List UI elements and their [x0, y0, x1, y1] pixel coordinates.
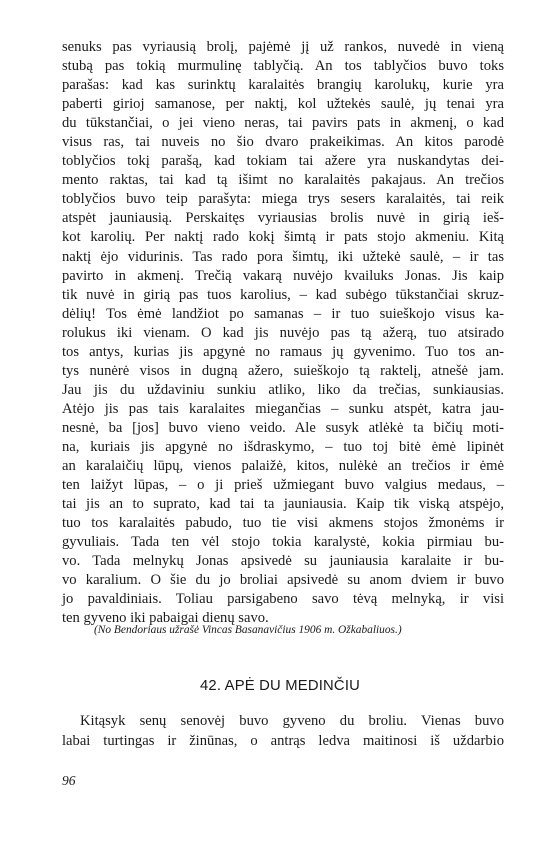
- text-line: rolukus iki vienam. O kad jis nuvėjo pas tą ažerą, tuo atsirado: [62, 324, 504, 341]
- text-line: ten gyveno iki pabaigai dienų savo.: [62, 610, 269, 627]
- text-line: an karalaičių lūpų, vienos palaižė, kitos, nulėkė an trečios ir ėmė: [62, 458, 504, 475]
- section-text: [62, 711, 504, 751]
- text-line: gyvuliais. Tada ten vėl stojo tokia karalystė, kokia pirmiau bu-: [62, 534, 504, 551]
- text-line: mento raktas, tai kad tą išimt no karalaitės pakajaus. An trečios: [62, 172, 504, 189]
- text-line: Jau jis du uždaviniu sunkiu atliko, liko da trečias, sunkiausias.: [62, 381, 504, 398]
- text-line: na, kuriais jis apgynė no išdraskymo, – tuo toj bitė ėmė lipinėt: [62, 438, 504, 455]
- text-line: tuo tos karalaitės pabudo, tuo tie visi akmens stojos žmonėms ir: [62, 515, 504, 532]
- text-line: nesnė, ba [jos] buvo vieno veido. Ale susyk atlėkė ta bičių moti-: [62, 419, 504, 436]
- text-line: tos antys, kurias jis apgynė no ramaus jų gyvenimo. Tuo tos an-: [62, 343, 504, 360]
- text-line: parašas: kad kas surinktų karalaitės brangių karolukų, kurie yra: [62, 77, 504, 94]
- text-line: tik nuvė in girią pas tuos karolius, – kad subėgo tūkstančiai skruz-: [62, 286, 504, 303]
- text-line: stubą pas tokią murmulinę tablyčią. An tos tablyčios buvo toks: [62, 58, 504, 75]
- text-line: Kitąsyk senų senovėj buvo gyveno du broliu. Vienas buvo: [80, 713, 504, 729]
- text-line: jo pavaldiniais. Toliau parsigabeno savo tėvą melnyką, ir visi: [62, 591, 504, 608]
- text-line: atspėt jauniausią. Perskaitęs vyriausias brolis nuvė in girią ieš-: [62, 210, 504, 227]
- page-number: 96: [62, 773, 76, 788]
- text-line: vo. Tada melnykų Jonas apsivedė su jauniausia karalaite ir bu-: [62, 553, 504, 570]
- source-note: (No Bendoriaus užrašė Vincas Basanavičius 1906 m. Ožkabaliuos.): [94, 624, 402, 636]
- text-line: senuks pas vyriausią brolį, pajėmė jį už rankos, nuvedė in vieną: [62, 39, 504, 55]
- text-line: ten laižyt lūpas, – o ji prieš užmiegant buvo valgius medaus, –: [62, 477, 504, 494]
- text-line: naktį ėjo vidurinis. Tas rado pora šimtų, iki užtekė saulė, – ir tas: [62, 248, 504, 265]
- text-line: vo karalium. O šie du jo broliai apsivedė su anom dviem ir buvo: [62, 572, 504, 589]
- text-line: du tūkstančiai, o jei vieno neras, tai pavirs pats in akmenį, o kad: [62, 115, 504, 132]
- section-title: 42. APĖ DU MEDINČIU: [199, 678, 361, 694]
- text-line: toblyčios buvo teip parašyta: miega trys sesers karalaitės, tai reik: [62, 191, 504, 208]
- story-text: [62, 38, 504, 628]
- text-line: labai turtingas ir žinūnas, o antrąs ledva maitinosi iš uždarbio: [62, 733, 504, 749]
- text-line: visus ras, tai nuveis no šio dvaro prakeikimas. An kitos parodė: [62, 134, 504, 151]
- text-line: dėlių! Tos ėmė landžiot po samanas – ir tuo suieškojo visus ka-: [62, 305, 504, 322]
- text-line: tai jis an to suprato, kad tai ta jauniausia. Kaip tik viską atspėjo,: [62, 496, 504, 513]
- text-line: Atėjo jis pas tais karalaites miegančias – sunku atspėt, katra jau-: [62, 400, 504, 417]
- text-line: pavirto in akmenį. Trečią vakarą nuvėjo kvailuks Jonas. Jis kaip: [62, 267, 504, 284]
- text-line: tys nunėrė visos in dugną ažero, suieškojo tą raktelį, atnešė jam.: [62, 362, 504, 379]
- text-line: toblyčios tokį parašą, kad tokiam tai ažere yra nuskandytas dei-: [62, 153, 504, 170]
- text-line: paberti girioj samanose, per naktį, kol užtekės saulė, jų tenai yra: [62, 96, 504, 113]
- text-line: kot karolių. Per naktį rado kokį šimtą ir pats stojo akmeniu. Kitą: [62, 229, 504, 246]
